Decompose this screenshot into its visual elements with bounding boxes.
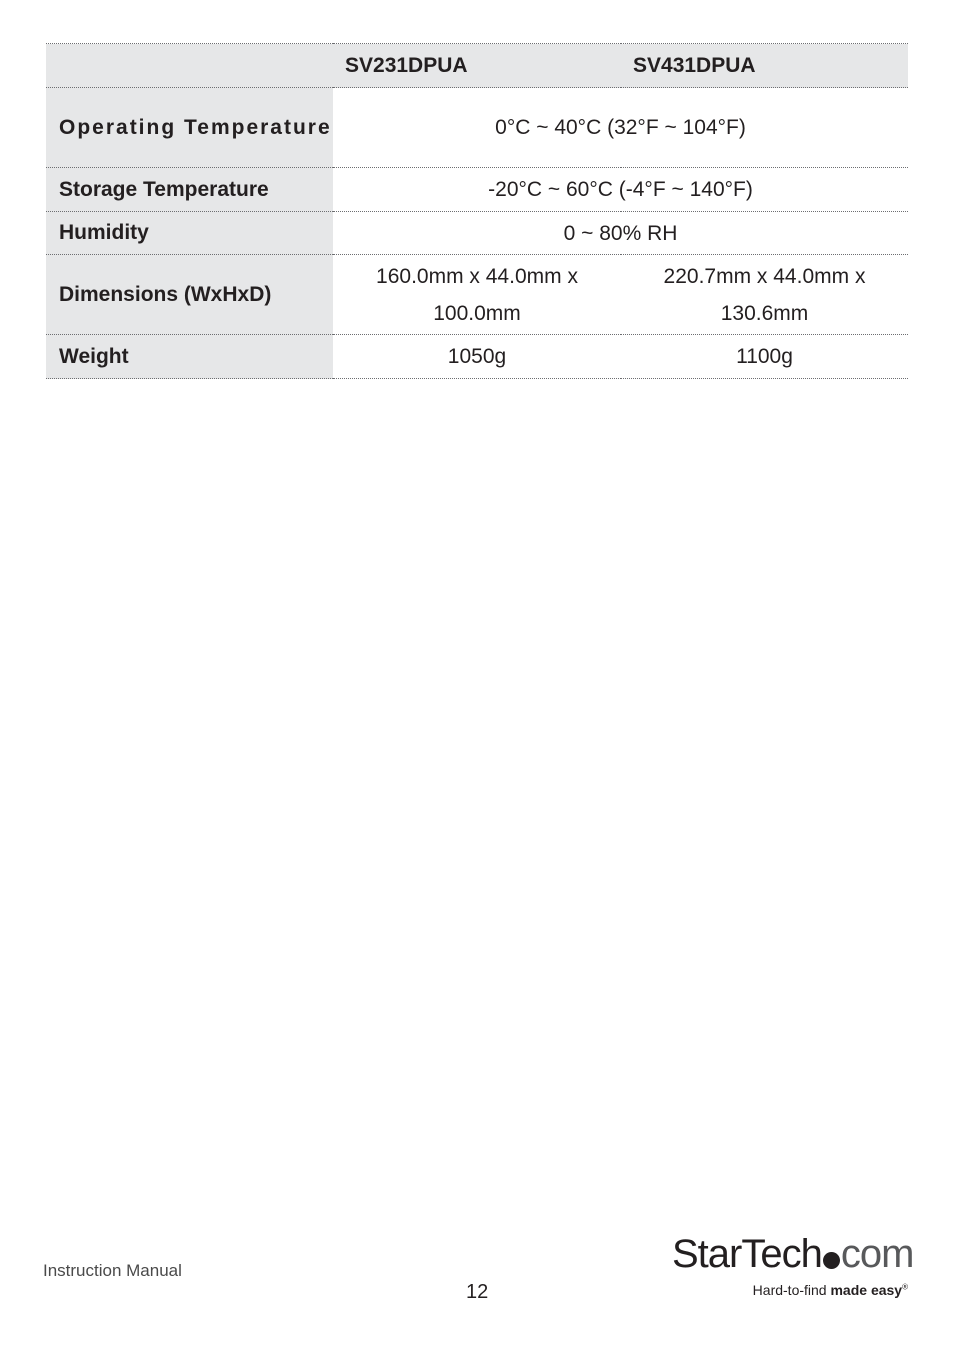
- logo-brand: StarTech: [672, 1232, 822, 1276]
- table-row: [46, 168, 908, 212]
- logo-dot-icon: [823, 1252, 840, 1269]
- row-label-dimensions: Dimensions (WxHxD): [46, 255, 333, 335]
- row-label-operating-temperature: Operating Temperature: [46, 88, 333, 168]
- tagline-bold: made easy: [830, 1282, 903, 1298]
- tagline-plain: Hard-to-find: [752, 1282, 831, 1298]
- row-value-humidity: 0 ~ 80% RH: [333, 212, 908, 255]
- logo-wordmark: [672, 1230, 913, 1278]
- row-value-dimensions-sv431dpua: [621, 255, 908, 335]
- table-header-row: [46, 44, 908, 88]
- spec-table: [46, 43, 908, 379]
- logo-tagline: [753, 1282, 908, 1298]
- row-label-humidity: Humidity: [46, 212, 333, 255]
- table-row: [46, 212, 908, 255]
- row-value-storage-temperature: -20°C ~ 60°C (-4°F ~ 140°F): [333, 168, 908, 212]
- footer-document-title: Instruction Manual: [43, 1261, 182, 1280]
- dimensions-sv231dpua-text: 160.0mm x 44.0mm x 100.0mm: [376, 264, 578, 325]
- table-row: [46, 335, 908, 379]
- table-row: [46, 255, 908, 335]
- header-blank-cell: [46, 44, 333, 88]
- startech-logo: [672, 1230, 912, 1310]
- row-label-weight: Weight: [46, 335, 333, 379]
- row-value-operating-temperature: 0°C ~ 40°C (32°F ~ 104°F): [333, 88, 908, 168]
- page-number: 12: [466, 1281, 489, 1303]
- header-model-sv231dpua: SV231DPUA: [345, 53, 468, 77]
- logo-domain: com: [840, 1232, 914, 1276]
- registered-mark: ®: [902, 1282, 908, 1292]
- row-value-weight-sv431dpua: 1100g: [621, 335, 908, 379]
- row-label-storage-temperature: Storage Temperature: [46, 168, 333, 212]
- row-value-weight-sv231dpua: 1050g: [333, 335, 621, 379]
- table-row: [46, 88, 908, 168]
- header-model-sv431dpua: SV431DPUA: [633, 53, 756, 77]
- dimensions-sv431dpua-text: 220.7mm x 44.0mm x 130.6mm: [663, 264, 866, 325]
- row-value-dimensions-sv231dpua: [333, 255, 621, 335]
